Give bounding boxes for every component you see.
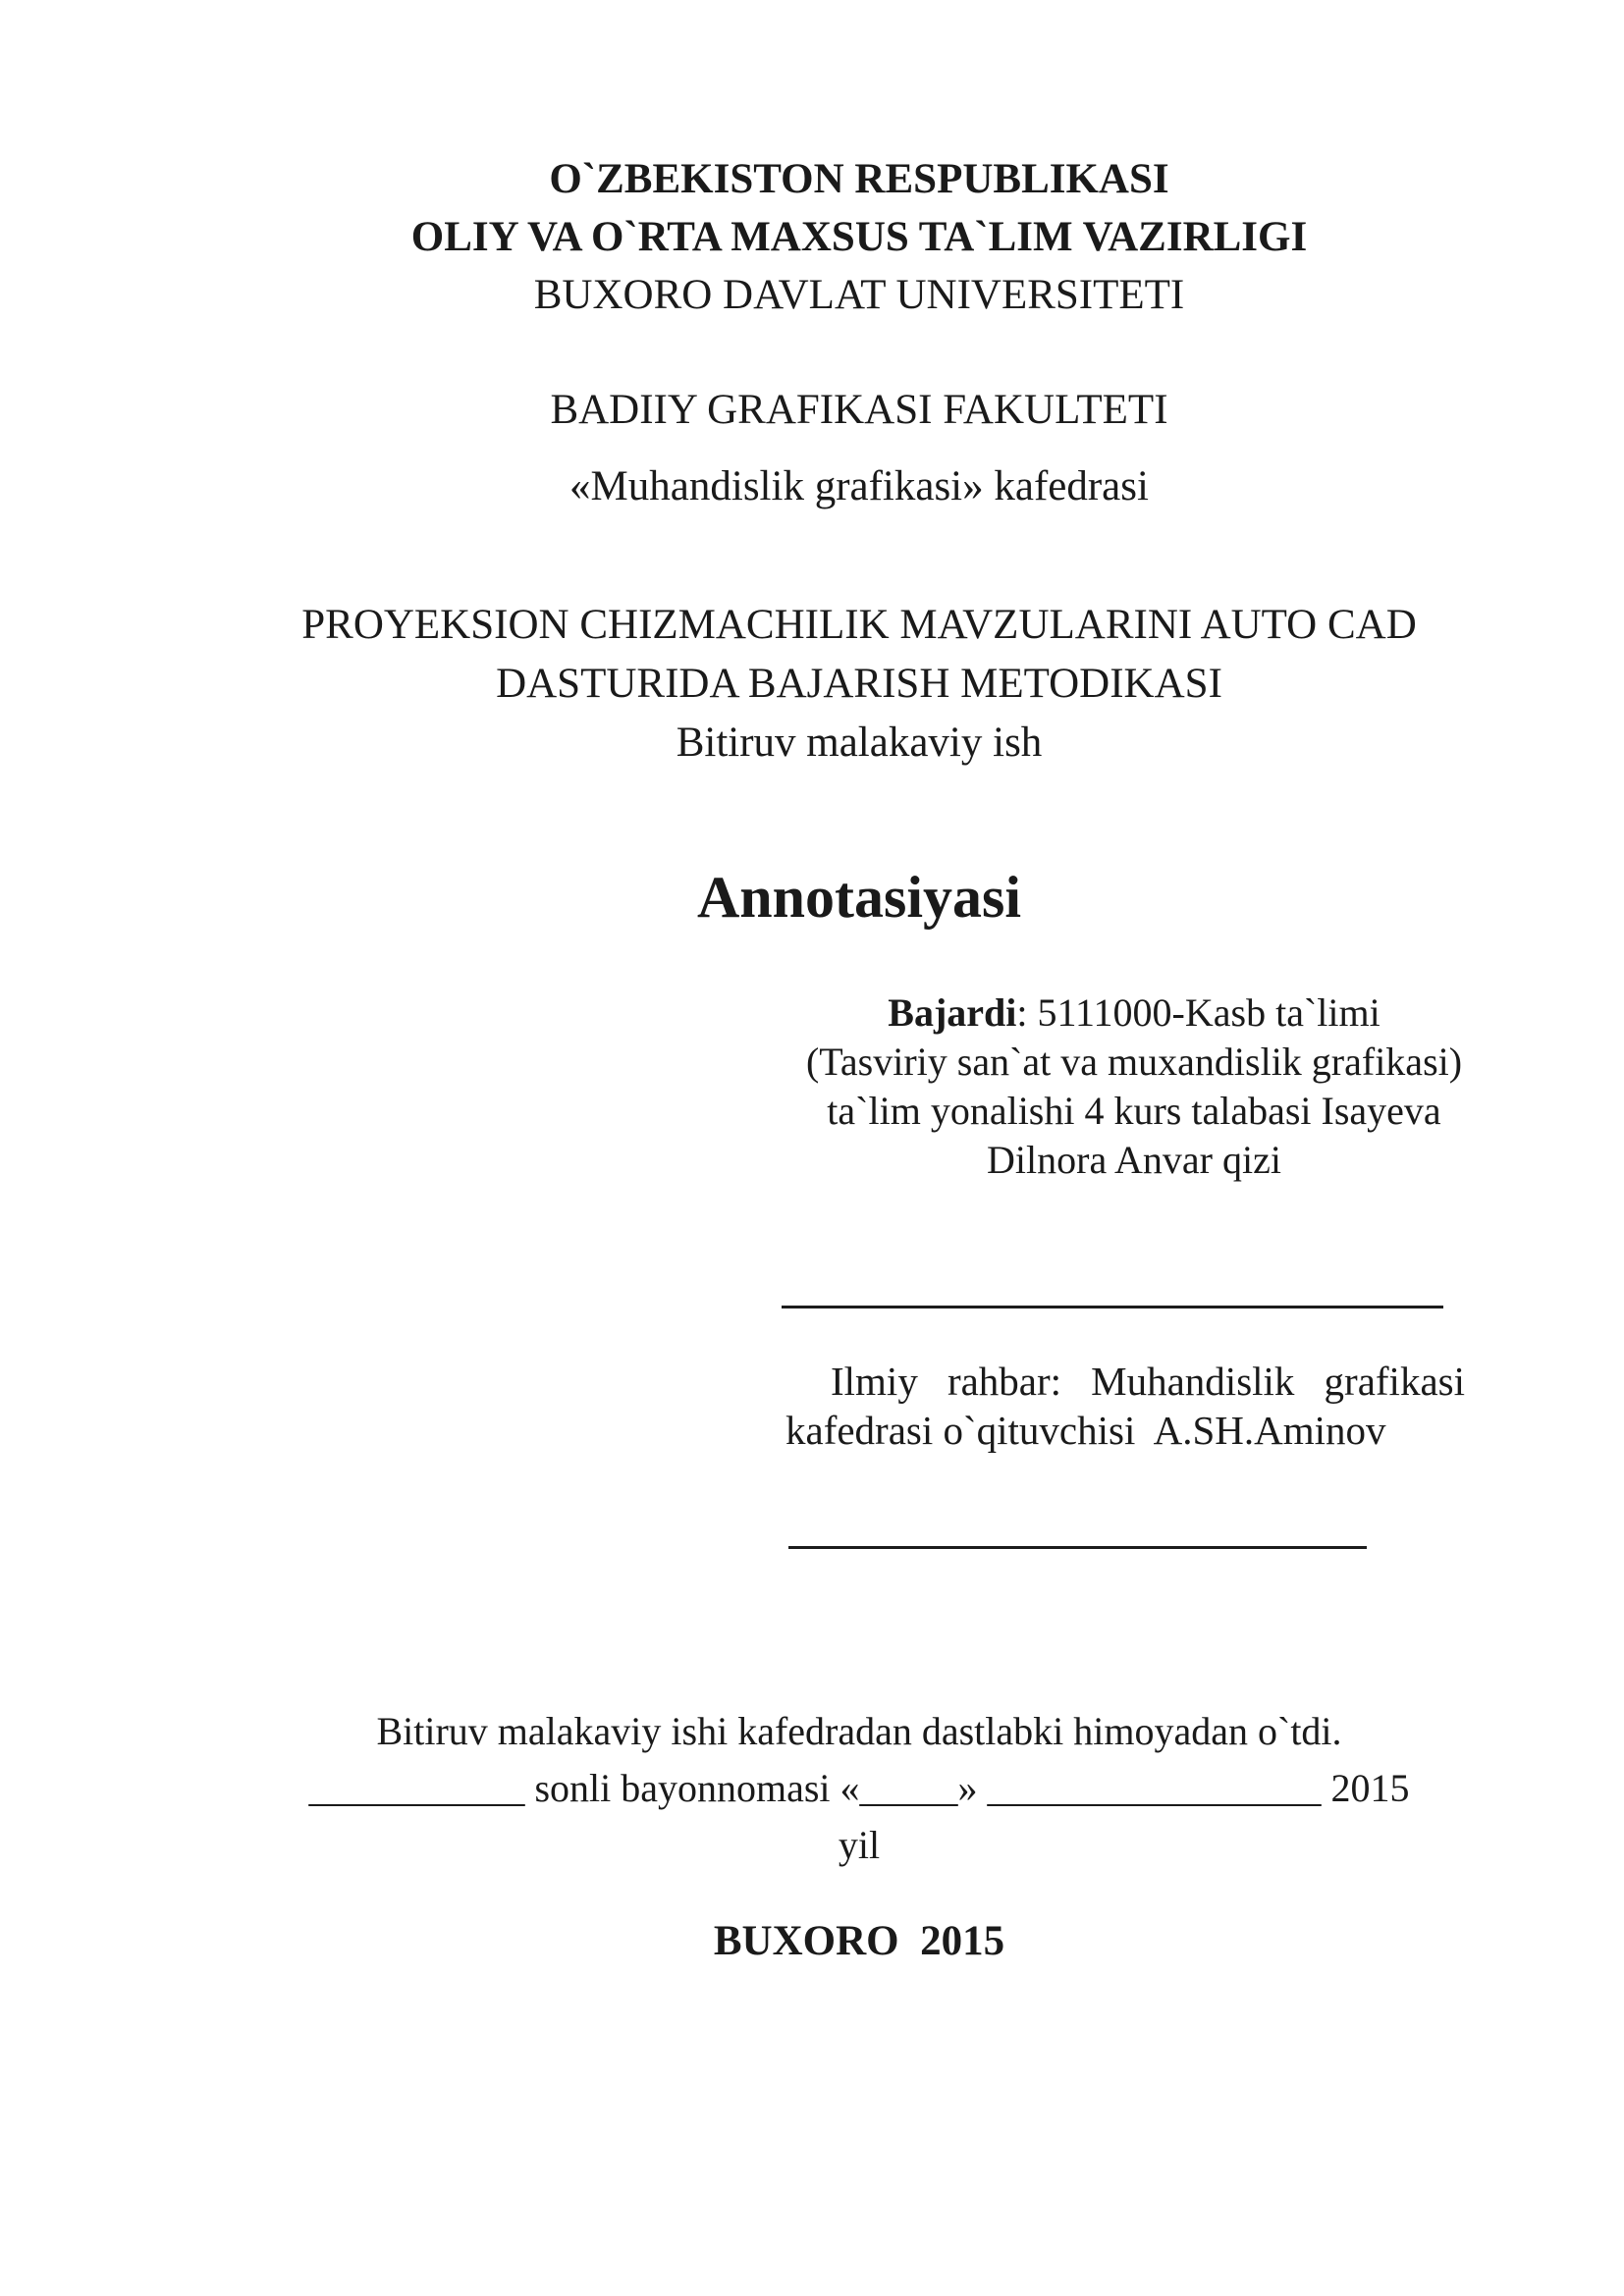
signature-line-advisor	[788, 1546, 1367, 1549]
thesis-subtitle: Bitiruv malakaviy ish	[676, 720, 1043, 766]
advisor-block	[785, 1357, 1465, 1455]
annotation-heading: Annotasiyasi	[696, 865, 1022, 930]
thesis-title-line2: DASTURIDA BAJARISH METODIKASI	[496, 661, 1222, 707]
author-line3: ta`lim yonalishi 4 kurs talabasi Isayeva	[827, 1089, 1441, 1133]
author-line2: (Tasviriy san`at va muxandislik grafikasi)	[805, 1040, 1463, 1084]
ministry-line: OLIY VA O`RTA MAXSUS TA`LIM VAZIRLIGI	[410, 214, 1308, 260]
author-label: Bajardi	[888, 990, 1017, 1035]
author-speciality: : 5111000-Kasb ta`limi	[1016, 990, 1380, 1035]
faculty-line: BADIIY GRAFIKASI FAKULTETI	[550, 387, 1168, 433]
advisor-line2: kafedrasi o`qituvchisi A.SH.Aminov	[785, 1408, 1386, 1453]
author-block	[790, 988, 1478, 1185]
signature-line-author	[782, 1306, 1443, 1308]
institution-header	[285, 150, 1434, 324]
author-line1	[790, 988, 1478, 1038]
thesis-title-line1: PROYEKSION CHIZMACHILIK MAVZULARINI AUTO CAD	[301, 602, 1417, 648]
author-line4: Dilnora Anvar qizi	[987, 1138, 1281, 1182]
country-line: O`ZBEKISTON RESPUBLIKASI	[549, 156, 1169, 202]
department-line: «Muhandislik grafikasi» kafedrasi	[569, 463, 1149, 509]
protocol-block	[285, 1703, 1434, 1874]
protocol-line2: ___________ sonli bayonnomasi «_____» _________________ 2015 yil	[308, 1766, 1410, 1867]
city-year-line: BUXORO 2015	[713, 1918, 1005, 1964]
protocol-line1: Bitiruv malakaviy ishi kafedradan dastlabki himoyadan o`tdi.	[376, 1709, 1342, 1753]
advisor-line1: Ilmiy rahbar: Muhandislik grafikasi	[831, 1359, 1465, 1404]
university-line: BUXORO DAVLAT UNIVERSITETI	[533, 272, 1185, 318]
thesis-title	[285, 596, 1434, 773]
